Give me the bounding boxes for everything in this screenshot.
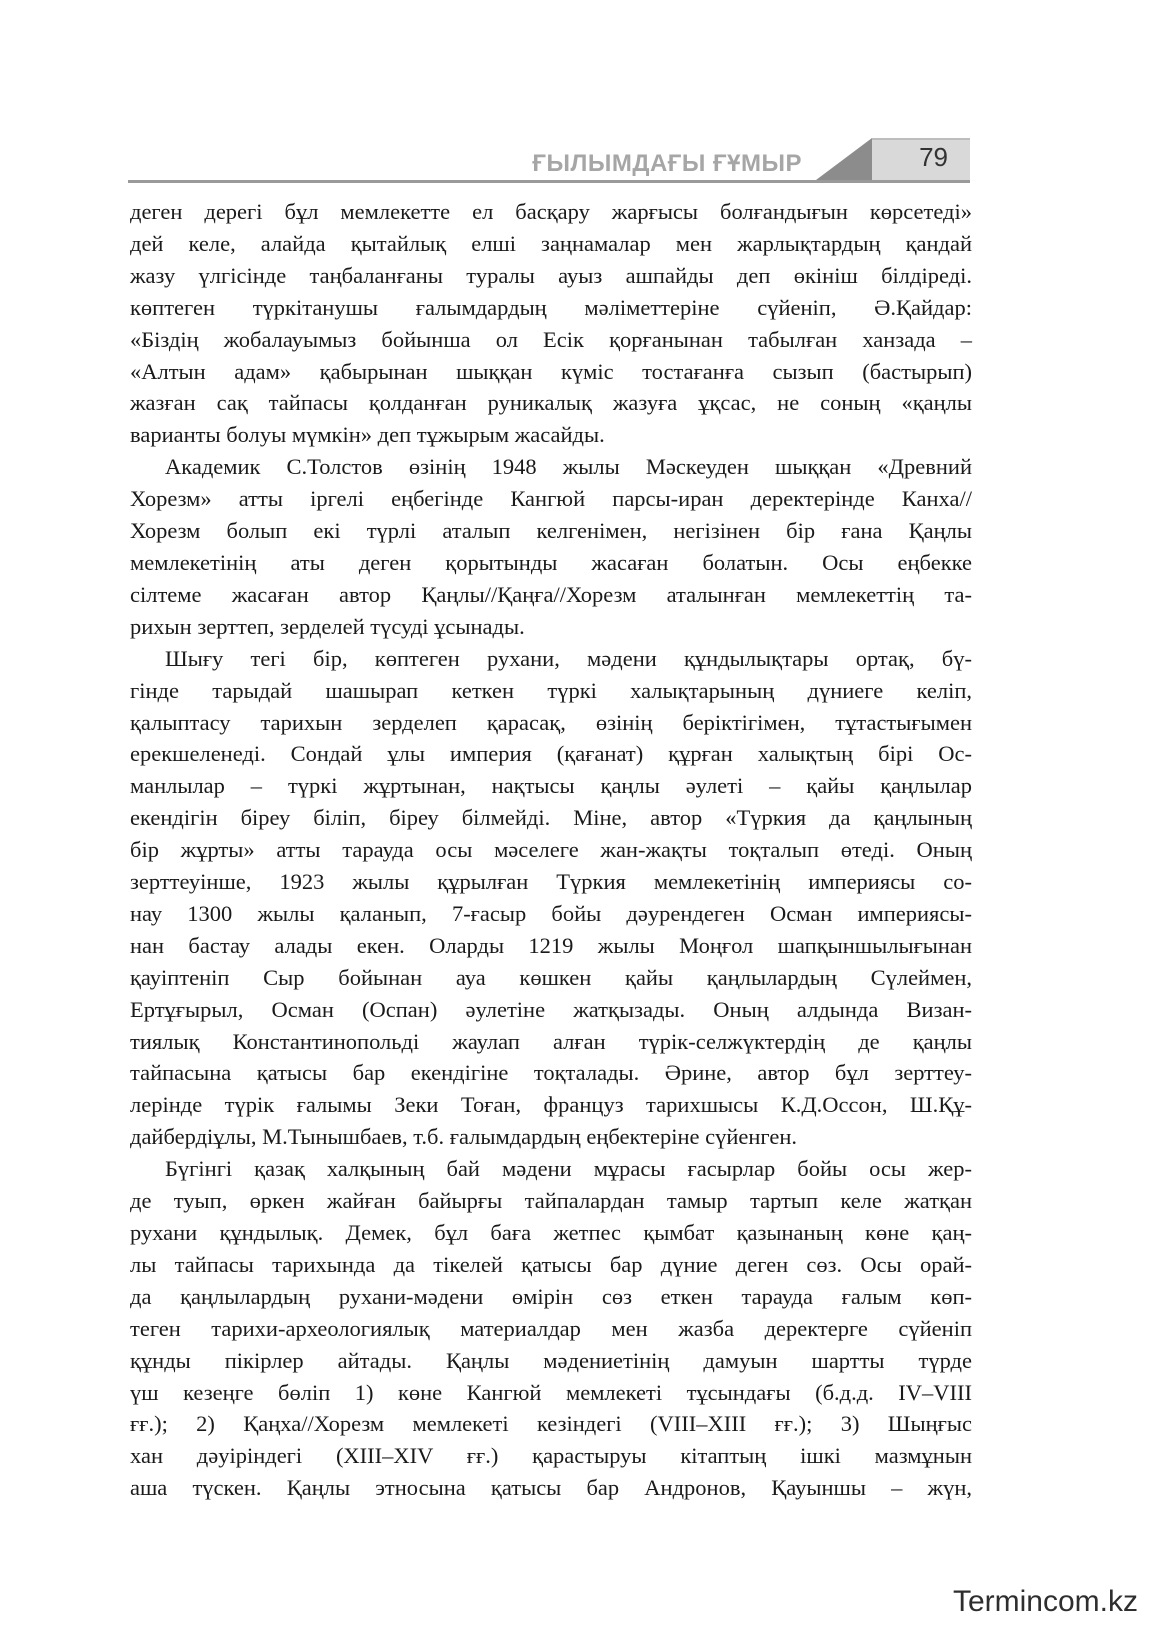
text-line: үш кезеңге бөліп 1) көне Кангюй мемлекеті тұсындағы (б.д.д. IV–VIII — [130, 1379, 972, 1405]
page-number-box — [872, 138, 970, 182]
text-line: «Біздің жобалауымыз бойынша ол Есік қорғанынан табылған ханзада – — [130, 326, 972, 352]
text-line: лы тайпасы тарихында да тікелей қатысы бар дүние деген сөз. Осы орай- — [130, 1251, 972, 1277]
text-line: «Алтын адам» қабырынан шыққан күміс тостағанға сызып (бастырып) — [130, 358, 972, 384]
text-line: Ертұғырыл, Осман (Оспан) әулетіне жатқызады. Оның алдында Визан- — [130, 996, 972, 1022]
text-line: де туып, өркен жайған байырғы тайпалардан тамыр тартып келе жатқан — [130, 1188, 972, 1214]
text-line: лерінде түрік ғалымы Зеки Тоған, француз тарихшысы К.Д.Оссон, Ш.Құ- — [130, 1092, 972, 1118]
text-line: манлылар – түркі жұртынан, нақтысы қаңлы әулеті – қайы қаңлылар — [130, 773, 972, 799]
site-watermark: Termincom.kz — [952, 1585, 1138, 1618]
text-line: бір жұрты» атты тарауда осы мәселеге жан-жақты тоқталып өтеді. Оның — [130, 837, 972, 863]
text-line: теген тарихи-археологиялық материалдар мен жазба деректерге сүйеніп — [130, 1315, 972, 1341]
text-line: құнды пікірлер айтады. Қаңлы мәдениетінің дамуын шартты түрде — [130, 1347, 972, 1373]
text-line: қауіптеніп Сыр бойынан ауа көшкен қайы қаңлылардың Сүлеймен, — [130, 964, 972, 990]
text-line: дайбердіұлы, М.Тынышбаев, т.б. ғалымдардың еңбектеріне сүйенген. — [130, 1124, 798, 1150]
text-line: ерекшеленеді. Сондай ұлы империя (қағанат) құрған халықтың бірі Ос- — [130, 741, 972, 767]
paragraph-3 — [130, 643, 972, 1154]
text-line: көптеген түркітанушы ғалымдардың мәліметтеріне сүйеніп, Ә.Қайдар: — [130, 294, 972, 320]
text-line: гінде тарыдай шашырап кеткен түркі халықтарының дүниеге келіп, — [130, 677, 972, 703]
text-line: жазу үлгісінде таңбаланғаны туралы ауыз ашпайды деп өкініш білдіреді. — [130, 262, 972, 288]
text-line: Бүгінгі қазақ халқының бай мәдени мұрасы ғасырлар бойы осы жер- — [165, 1156, 972, 1182]
running-header — [128, 138, 970, 186]
paragraph-4 — [130, 1153, 972, 1504]
header-rule — [128, 180, 970, 183]
paragraph-2 — [130, 451, 972, 642]
text-line: аша түскен. Қаңлы этносына қатысы бар Андронов, Қауыншы – жүн, — [130, 1475, 972, 1501]
text-line: ғғ.); 2) Қаңха//Хорезм мемлекеті кезіндегі (VIII–XIII ғғ.); 3) Шыңғыс — [130, 1411, 972, 1437]
text-line: нан бастау алады екен. Оларды 1219 жылы Моңғол шапқыншылығынан — [130, 932, 972, 958]
text-line: тиялық Константинопольді жаулап алған түрік-селжүктердің де қаңлы — [130, 1028, 972, 1054]
text-line: тайпасына қатысы бар екендігіне тоқталады. Әрине, автор бұл зерттеу- — [130, 1060, 972, 1086]
text-line: қалыптасу тарихын зерделеп қарасақ, өзінің беріктігімен, тұтастығымен — [130, 709, 972, 735]
text-line: Академик С.Толстов өзінің 1948 жылы Мәскеуден шыққан «Древний — [165, 454, 972, 480]
text-line: да қаңлылардың рухани-мәдени өмірін сөз еткен тарауда ғалым көп- — [130, 1283, 972, 1309]
body-text — [130, 196, 972, 1504]
text-line: жазған сақ тайпасы қолданған руникалық жазуға ұқсас, не соның «қаңлы — [130, 390, 972, 416]
text-line: зерттеуінше, 1923 жылы құрылған Түркия мемлекетінің империясы со- — [130, 869, 972, 895]
text-line: сілтеме жасаған автор Қаңлы//Қаңға//Хорезм аталынған мемлекеттің та- — [130, 581, 972, 607]
text-line: Хорезм» атты іргелі еңбегінде Кангюй парсы-иран деректерінде Канха// — [130, 486, 972, 512]
text-line: Шығу тегі бір, көптеген рухани, мәдени құндылықтары ортақ, бү- — [165, 645, 972, 671]
page-number: 79 — [919, 142, 948, 172]
text-line: рихын зерттеп, зерделей түсуді ұсынады. — [130, 613, 525, 639]
running-header-title: ҒЫЛЫМДАҒЫ ҒҰМЫР — [532, 150, 802, 177]
text-line: деген дерегі бұл мемлекетте ел басқару жарғысы болғандығын көрсетеді» — [130, 199, 972, 224]
text-line: дей келе, алайда қытайлық елші заңнамалар мен жарлықтардың қандай — [130, 230, 972, 256]
text-line: мемлекетінің аты деген қорытынды жасаған болатын. Осы еңбекке — [130, 549, 972, 575]
text-line: нау 1300 жылы қаланып, 7-ғасыр бойы дәурендеген Осман империясы- — [130, 900, 972, 926]
paragraph-1 — [130, 196, 972, 451]
header-wedge-decoration — [816, 138, 872, 180]
text-line: рухани құндылық. Демек, бұл баға жетпес қымбат қазынаның көне қаң- — [130, 1220, 972, 1245]
text-line: хан дәуіріндегі (XIII–XIV ғғ.) қарастыруы кітаптың ішкі мазмұнын — [130, 1443, 972, 1469]
text-line: екендігін біреу біліп, біреу білмейді. Міне, автор «Түркия да қаңлының — [130, 805, 972, 831]
text-line: варианты болуы мүмкін» деп тұжырым жасайды. — [130, 422, 605, 448]
text-line: Хорезм болып екі түрлі аталып келгенімен, негізінен бір ғана Қаңлы — [130, 518, 972, 544]
